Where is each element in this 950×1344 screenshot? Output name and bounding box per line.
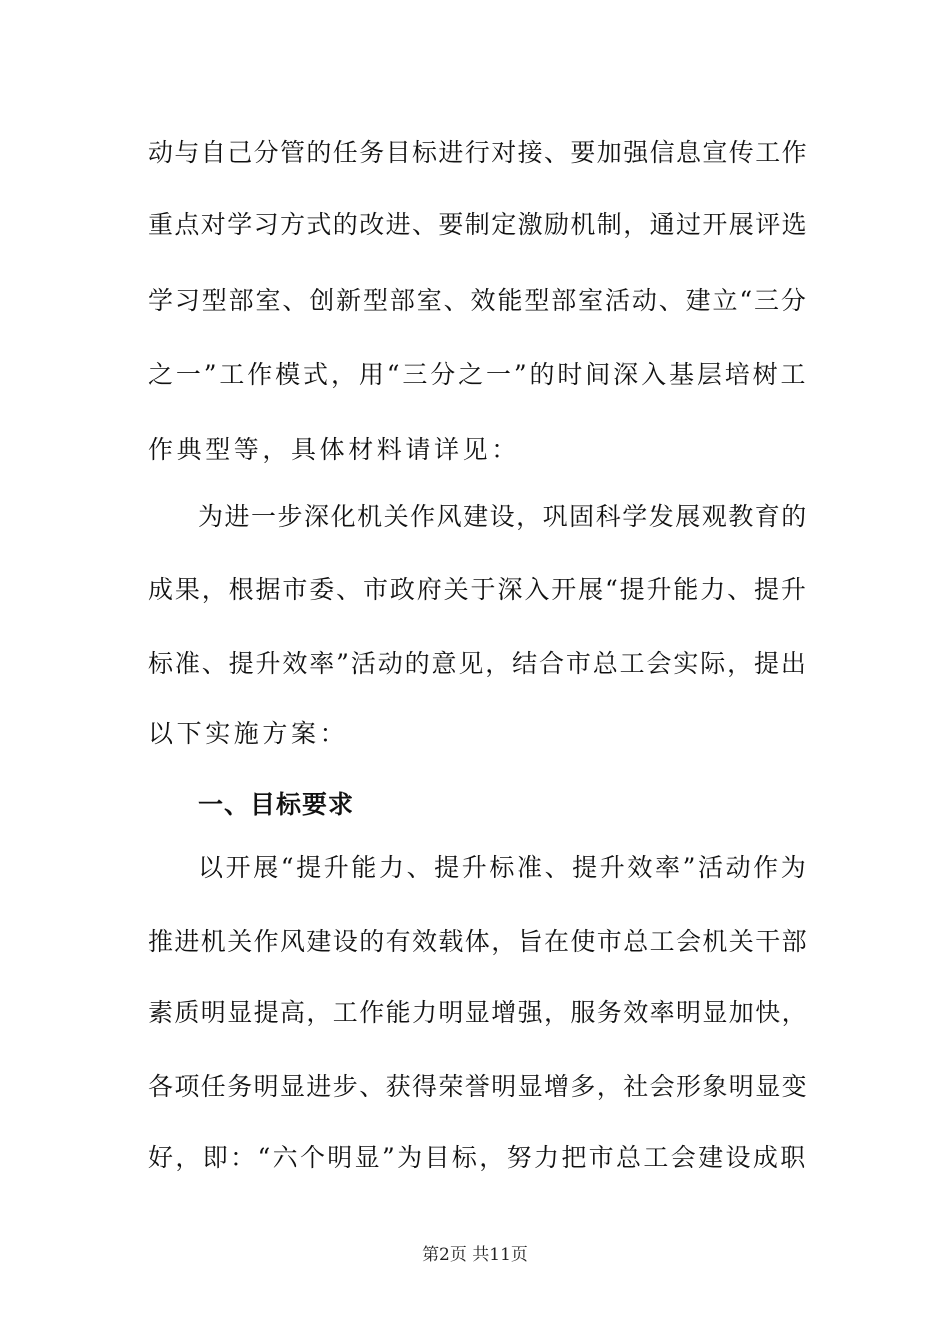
body-text-line: 成果，根据市委、市政府关于深入开展“提升能力、提升 — [148, 575, 808, 604]
body-text-line: 为进一步深化机关作风建设，巩固科学发展观教育的 — [198, 502, 808, 531]
body-text-line: 学习型部室、创新型部室、效能型部室活动、建立“三分 — [148, 286, 808, 315]
body-text-line: 各项任务明显进步、获得荣誉明显增多，社会形象明显变 — [148, 1072, 809, 1101]
body-text-line: 标准、提升效率”活动的意见，结合市总工会实际，提出 — [148, 649, 808, 678]
body-text-line: 作典型等，具体材料请详见： — [148, 435, 520, 464]
body-text-line: 之一”工作模式，用“三分之一”的时间深入基层培树工 — [148, 360, 809, 389]
page-number-footer: 第2页 共11页 — [422, 1245, 528, 1265]
body-text-line: 推进机关作风建设的有效载体，旨在使市总工会机关干部 — [148, 927, 809, 956]
body-text-line: 动与自己分管的任务目标进行对接、要加强信息宣传工作 — [148, 138, 809, 167]
body-text-line: 素质明显提高，工作能力明显增强，服务效率明显加快， — [148, 998, 809, 1027]
body-text-line: 好，即：“六个明显”为目标，努力把市总工会建设成职 — [148, 1143, 808, 1172]
section-heading: 一、目标要求 — [198, 790, 355, 819]
body-text-line: 以下实施方案： — [148, 719, 349, 748]
body-text-line: 以开展“提升能力、提升标准、提升效率”活动作为 — [198, 853, 809, 882]
body-text-line: 重点对学习方式的改进、要制定激励机制，通过开展评选 — [148, 210, 809, 239]
